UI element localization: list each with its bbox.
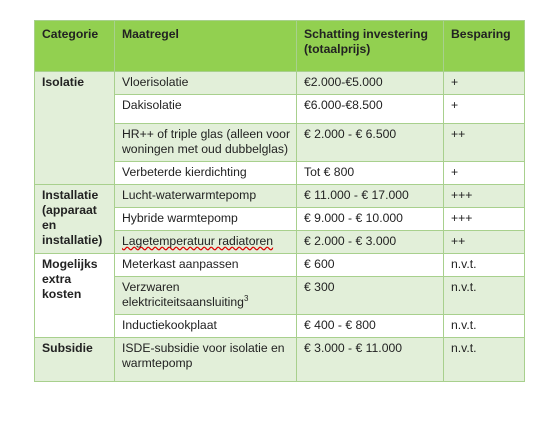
category-installatie: Installatie (apparaat en installatie): [35, 185, 115, 254]
header-measure: Maatregel: [115, 21, 297, 72]
measure-cell: Vloerisolatie: [115, 72, 297, 95]
savings-cell: +: [444, 162, 525, 185]
estimate-cell: € 3.000 - € 11.000: [297, 338, 444, 382]
estimate-cell: € 2.000 - € 6.500: [297, 124, 444, 162]
estimate-cell: € 9.000 - € 10.000: [297, 208, 444, 231]
spellcheck-underline: Lagetemperatuur radiatoren: [122, 234, 274, 248]
savings-cell: +++: [444, 185, 525, 208]
header-estimate: Schatting investering (totaalprijs): [297, 21, 444, 72]
savings-cell: n.v.t.: [444, 277, 525, 315]
measure-cell: HR++ of triple glas (alleen voor woningen met oud dubbelglas): [115, 124, 297, 162]
measure-cell: [115, 277, 297, 315]
measure-cell: Inductiekookplaat: [115, 315, 297, 338]
savings-cell: n.v.t.: [444, 338, 525, 382]
header-row: [35, 21, 525, 72]
measure-cell: [115, 231, 297, 254]
measure-cell: Hybride warmtepomp: [115, 208, 297, 231]
savings-cell: ++: [444, 124, 525, 162]
estimate-cell: € 11.000 - € 17.000: [297, 185, 444, 208]
category-extra-kosten: Mogelijks extra kosten: [35, 254, 115, 338]
measure-cell: Lucht-waterwarmtepomp: [115, 185, 297, 208]
table-row: [35, 185, 525, 208]
estimate-cell: € 600: [297, 254, 444, 277]
measure-cell: Dakisolatie: [115, 95, 297, 124]
savings-cell: n.v.t.: [444, 315, 525, 338]
estimate-cell: € 300: [297, 277, 444, 315]
category-isolatie: Isolatie: [35, 72, 115, 185]
header-savings: Besparing: [444, 21, 525, 72]
estimate-cell: Tot € 800: [297, 162, 444, 185]
estimate-cell: € 2.000 - € 3.000: [297, 231, 444, 254]
estimate-cell: € 400 - € 800: [297, 315, 444, 338]
cost-table: [34, 20, 525, 382]
header-category: Categorie: [35, 21, 115, 72]
savings-cell: +: [444, 72, 525, 95]
savings-cell: +: [444, 95, 525, 124]
savings-cell: ++: [444, 231, 525, 254]
table-row: [35, 254, 525, 277]
estimate-cell: €2.000-€5.000: [297, 72, 444, 95]
estimate-cell: €6.000-€8.500: [297, 95, 444, 124]
table-row: [35, 338, 525, 382]
measure-text: Verzwaren elektriciteitsaansluiting: [122, 280, 244, 309]
measure-cell: Verbeterde kierdichting: [115, 162, 297, 185]
savings-cell: n.v.t.: [444, 254, 525, 277]
table-row: [35, 72, 525, 95]
footnote-ref: 3: [243, 294, 249, 303]
savings-cell: +++: [444, 208, 525, 231]
measure-cell: ISDE-subsidie voor isolatie en warmtepomp: [115, 338, 297, 382]
measure-cell: Meterkast aanpassen: [115, 254, 297, 277]
category-subsidie: Subsidie: [35, 338, 115, 382]
